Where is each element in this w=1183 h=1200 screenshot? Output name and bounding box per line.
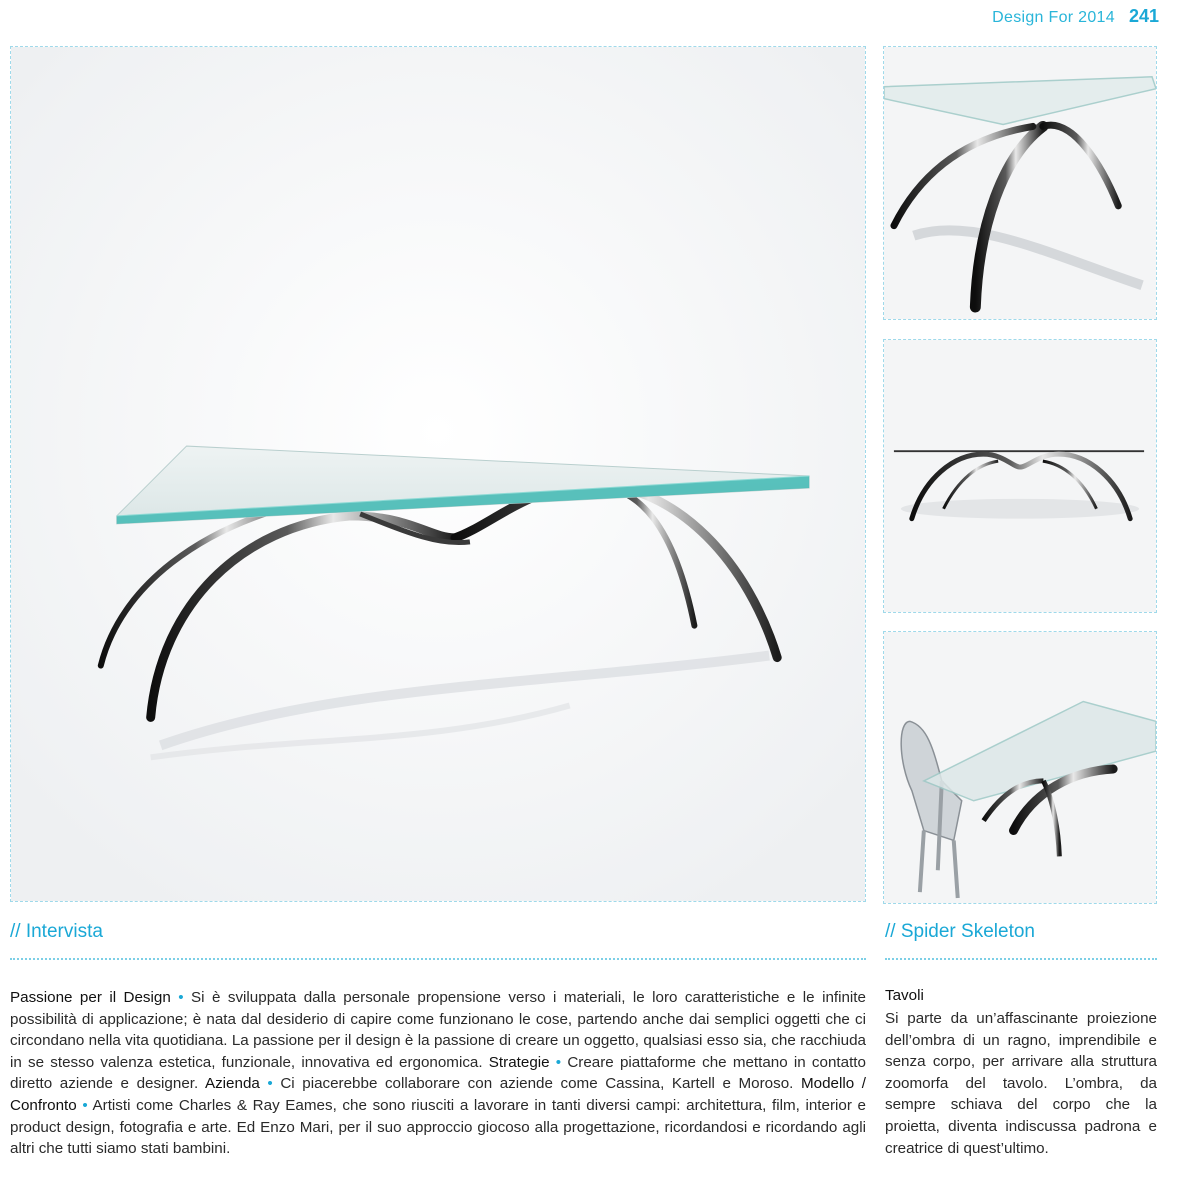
bullet-dot: •	[178, 989, 184, 1006]
table-corner-illustration	[884, 47, 1156, 319]
bullet-dot: •	[267, 1075, 273, 1093]
detail-photo-bottom	[883, 631, 1157, 904]
section-heading-intervista: // Intervista	[10, 921, 103, 942]
section-heading-spider-skeleton: // Spider Skeleton	[885, 921, 1035, 942]
magazine-title: Design For 2014	[992, 9, 1115, 26]
table-with-chair-illustration	[884, 632, 1156, 903]
interview-article	[10, 987, 866, 1160]
keyword-modello-confronto: Modello / Confronto	[10, 1075, 866, 1114]
page-number: 241	[1128, 6, 1159, 26]
sidebar-title: Tavoli	[885, 987, 924, 1004]
paragraph-azienda: Ci piacerebbe collaborare con aziende come Cassina, Kartell e Moroso.	[280, 1075, 794, 1093]
paragraph-modello: Artisti come Charles & Ray Eames, che sono riusciti a lavorare in tanti diversi campi: architettura, film, interior e product design, fotografia e arte. Ed Enzo Mari, per il suo approccio giocoso alla progettazione, ricordandosi e ricordando agli altri che tutti siamo stati bambini.	[10, 1096, 866, 1158]
table-side-illustration	[884, 340, 1156, 612]
detail-photo-top	[883, 46, 1157, 320]
spider-table-illustration	[11, 47, 865, 901]
sidebar-description: Si parte da un’affascinante proiezione dell’ombra di un ragno, imprendibile e senza corpo, per arrivare alla struttura zoomorfa del tavolo. L’ombra, da sempre schiava del corpo che la proietta, diventa indiscussa padrona e creatrice di quest’ultimo.	[885, 1010, 1157, 1157]
keyword-strategie: Strategie	[488, 1053, 550, 1071]
main-product-photo	[10, 46, 866, 902]
bullet-dot: •	[555, 1053, 562, 1071]
paragraph-passione: Si è sviluppata dalla personale propensione verso i materiali, le loro caratteristiche e le infinite possibilità di applicazione; è nata dal desiderio di capire come funzionano le cose, partendo anche dai semplici oggetti che ci circondano nella vita quotidiana. La passione per il design è la passione di creare un oggetto, qualsiasi esso sia, che racchiuda in se stesso valenza estetica, funzionale, innovativa ed ergonomica.	[10, 989, 866, 1071]
keyword-azienda: Azienda	[204, 1075, 260, 1093]
section-divider-right	[885, 958, 1157, 960]
paragraph-strategie: Creare piattaforme che mettano in contatto diretto aziende e designer.	[10, 1053, 866, 1093]
page-header	[992, 6, 1159, 30]
bullet-dot: •	[82, 1096, 88, 1114]
keyword-passione: Passione per il Design	[10, 989, 171, 1006]
detail-photo-middle	[883, 339, 1157, 613]
section-divider-left	[10, 958, 866, 960]
